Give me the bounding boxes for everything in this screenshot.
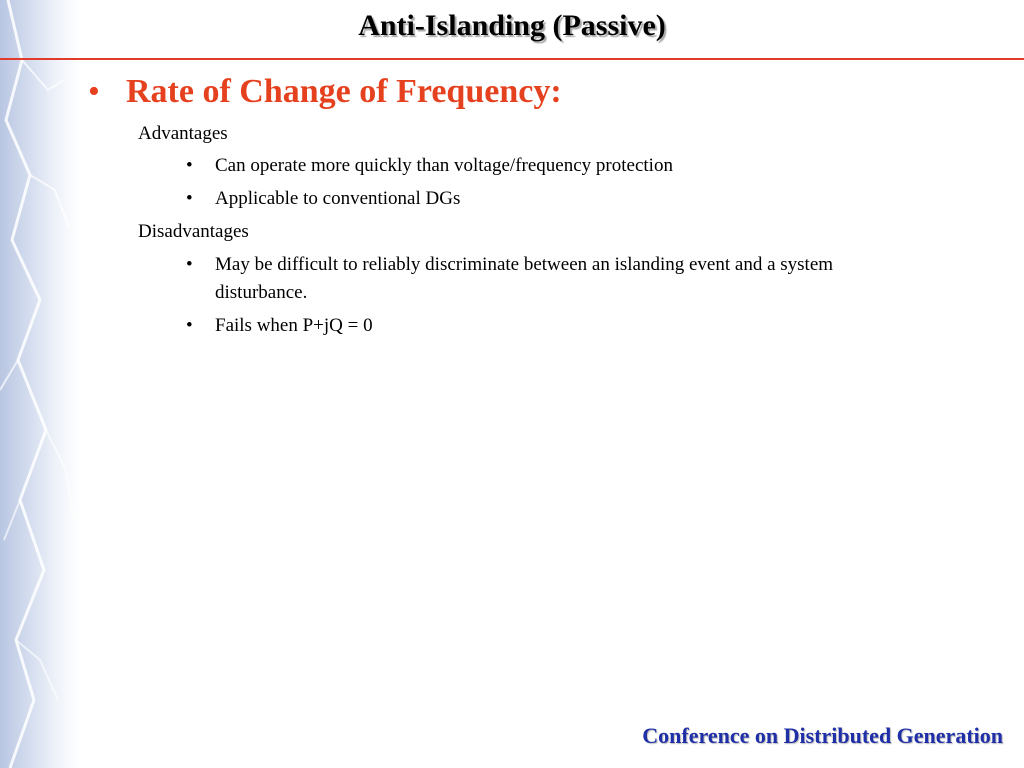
bullet-marker: • bbox=[186, 315, 193, 336]
advantages-heading: Advantages bbox=[138, 123, 228, 144]
bullet-marker: • bbox=[88, 73, 100, 110]
list-item bbox=[186, 312, 926, 340]
main-bullet-text: Rate of Change of Frequency: bbox=[126, 73, 562, 110]
list-item bbox=[186, 251, 926, 307]
list-item bbox=[186, 185, 926, 213]
list-item-text: Can operate more quickly than voltage/frequency protection bbox=[215, 155, 673, 176]
slide-title: Anti-Islanding (Passive) bbox=[358, 9, 666, 42]
list-item bbox=[186, 152, 926, 180]
disadvantages-heading: Disadvantages bbox=[138, 221, 249, 242]
title-divider bbox=[0, 58, 1024, 60]
bullet-marker: • bbox=[186, 254, 193, 275]
list-item-text: May be difficult to reliably discriminate between an islanding event and a system disturbance. bbox=[215, 254, 834, 303]
list-item-text: Fails when P+jQ = 0 bbox=[215, 315, 373, 336]
lightning-strip-icon bbox=[0, 0, 80, 768]
main-bullet bbox=[88, 72, 562, 112]
bullet-marker: • bbox=[186, 155, 193, 176]
footer-conference-name: Conference on Distributed Generation bbox=[642, 723, 1003, 748]
bullet-marker: • bbox=[186, 188, 193, 209]
list-item-text: Applicable to conventional DGs bbox=[215, 188, 461, 209]
